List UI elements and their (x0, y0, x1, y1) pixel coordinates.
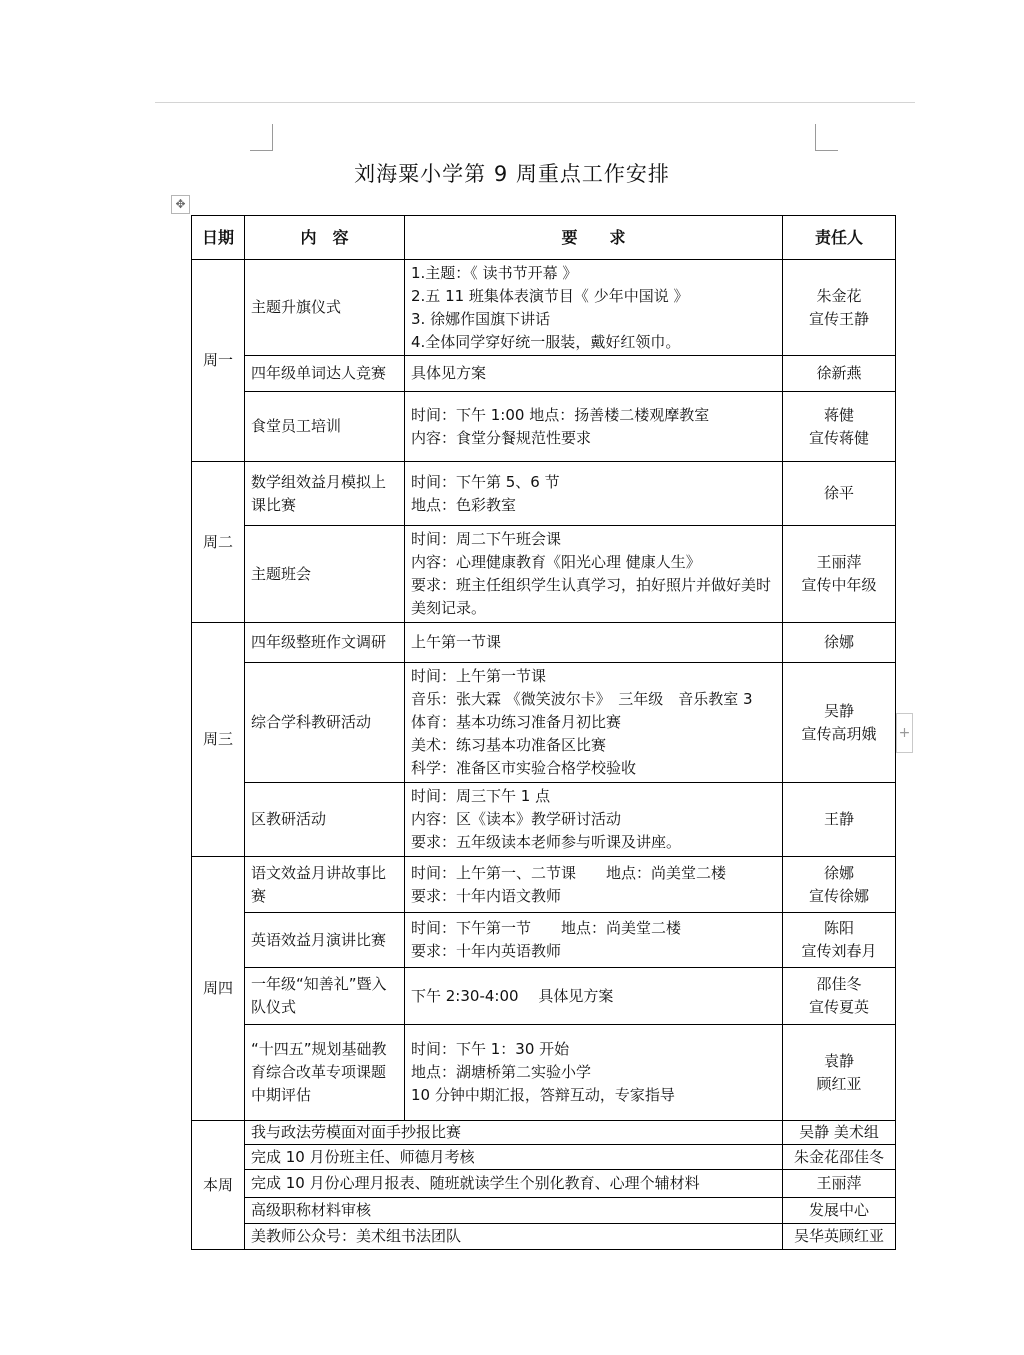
table-row (192, 1121, 896, 1145)
week-row-owner: 朱金花邵佳冬 (783, 1145, 896, 1170)
table-row (192, 968, 896, 1025)
row-requirement: 时间：下午第一节 地点：尚美堂二楼 要求：十年内英语教师 (405, 913, 783, 968)
row-owner: 王丽萍 宣传中年级 (783, 526, 896, 623)
add-column-icon[interactable]: + (896, 713, 913, 753)
table-row (192, 1224, 896, 1250)
schedule-table (191, 215, 896, 1250)
header-date: 日期 (192, 216, 245, 260)
week-row-owner: 吴华英顾红亚 (783, 1224, 896, 1250)
row-content: “十四五”规划基础教育综合改革专项课题中期评估 (245, 1025, 405, 1121)
row-owner: 邵佳冬 宣传夏英 (783, 968, 896, 1025)
row-requirement: 时间：周三下午 1 点 内容：区《读本》教学研讨活动 要求：五年级读本老师参与听课及讲座。 (405, 783, 783, 857)
week-row-owner: 王丽萍 (783, 1170, 896, 1198)
row-content: 一年级“知善礼”暨入队仪式 (245, 968, 405, 1025)
week-row-content: 我与政法劳模面对面手抄报比赛 (245, 1121, 783, 1145)
row-requirement: 时间：下午 1：30 开始 地点：湖塘桥第二实验小学 10 分钟中期汇报，答辩互动，专家指导 (405, 1025, 783, 1121)
day-monday: 周一 (192, 260, 245, 462)
row-requirement: 时间：周二下午班会课 内容：心理健康教育《阳光心理 健康人生》 要求：班主任组织学生认真学习，拍好照片并做好美时 美刻记录。 (405, 526, 783, 623)
table-row (192, 1198, 896, 1224)
row-content: 四年级单词达人竞赛 (245, 356, 405, 392)
table-move-handle-icon[interactable]: ✥ (171, 195, 190, 214)
row-requirement: 时间：下午 1:00 地点：扬善楼二楼观摩教室 内容：食堂分餐规范性要求 (405, 392, 783, 462)
week-row-content: 完成 10 月份心理月报表、随班就读学生个别化教育、心理个辅材料 (245, 1170, 783, 1198)
row-requirement: 具体见方案 (405, 356, 783, 392)
table-row (192, 260, 896, 356)
row-requirement: 时间：上午第一节课 音乐：张大霖 《微笑波尔卡》 三年级 音乐教室 3 体育：基本功练习准备月初比赛 美术：练习基本功准备区比赛 科学：准备区市实验合格学校验收 (405, 663, 783, 783)
row-content: 主题班会 (245, 526, 405, 623)
row-owner: 徐平 (783, 462, 896, 526)
row-owner: 陈阳 宣传刘春月 (783, 913, 896, 968)
week-row-content: 美教师公众号：美术组书法团队 (245, 1224, 783, 1250)
row-requirement: 上午第一节课 (405, 623, 783, 663)
page-top-rule (155, 102, 915, 103)
row-owner: 朱金花 宣传王静 (783, 260, 896, 356)
table-row (192, 392, 896, 462)
row-owner: 蒋健 宣传蒋健 (783, 392, 896, 462)
header-content: 内 容 (245, 216, 405, 260)
row-requirement: 下午 2:30-4:00 具体见方案 (405, 968, 783, 1025)
day-tuesday: 周二 (192, 462, 245, 623)
header-requirement: 要 求 (405, 216, 783, 260)
week-row-content: 高级职称材料审核 (245, 1198, 783, 1224)
table-row (192, 1025, 896, 1121)
row-content: 英语效益月演讲比赛 (245, 913, 405, 968)
table-row (192, 857, 896, 913)
week-row-owner: 发展中心 (783, 1198, 896, 1224)
table-row (192, 1145, 896, 1170)
day-this-week: 本周 (192, 1121, 245, 1250)
week-row-owner: 吴静 美术组 (783, 1121, 896, 1145)
row-requirement: 时间：上午第一、二节课 地点：尚美堂二楼 要求：十年内语文教师 (405, 857, 783, 913)
table-row (192, 1170, 896, 1198)
margin-corner-right (815, 124, 838, 151)
row-content: 区教研活动 (245, 783, 405, 857)
row-owner: 徐娜 宣传徐娜 (783, 857, 896, 913)
row-owner: 徐娜 (783, 623, 896, 663)
row-content: 四年级整班作文调研 (245, 623, 405, 663)
table-row (192, 356, 896, 392)
margin-corner-left (250, 124, 273, 151)
table-row (192, 623, 896, 663)
header-owner: 责任人 (783, 216, 896, 260)
table-row (192, 462, 896, 526)
row-content: 语文效益月讲故事比赛 (245, 857, 405, 913)
row-content: 主题升旗仪式 (245, 260, 405, 356)
row-requirement: 1.主题：《 读书节开幕 》 2.五 11 班集体表演节目《 少年中国说 》 3. 徐娜作国旗下讲话 4.全体同学穿好统一服装，戴好红领巾。 (405, 260, 783, 356)
day-thursday: 周四 (192, 857, 245, 1121)
row-content: 数学组效益月模拟上课比赛 (245, 462, 405, 526)
row-owner: 吴静 宣传高玥娥 (783, 663, 896, 783)
row-owner: 徐新燕 (783, 356, 896, 392)
table-row (192, 663, 896, 783)
table-row (192, 526, 896, 623)
week-row-content: 完成 10 月份班主任、师德月考核 (245, 1145, 783, 1170)
row-requirement: 时间：下午第 5、6 节 地点：色彩教室 (405, 462, 783, 526)
table-row (192, 913, 896, 968)
row-content: 食堂员工培训 (245, 392, 405, 462)
row-owner: 袁静 顾红亚 (783, 1025, 896, 1121)
row-content: 综合学科教研活动 (245, 663, 405, 783)
day-wednesday: 周三 (192, 623, 245, 857)
header-row (192, 216, 896, 260)
row-owner: 王静 (783, 783, 896, 857)
table-row (192, 783, 896, 857)
page-title: 刘海粟小学第 9 周重点工作安排 (354, 162, 670, 186)
